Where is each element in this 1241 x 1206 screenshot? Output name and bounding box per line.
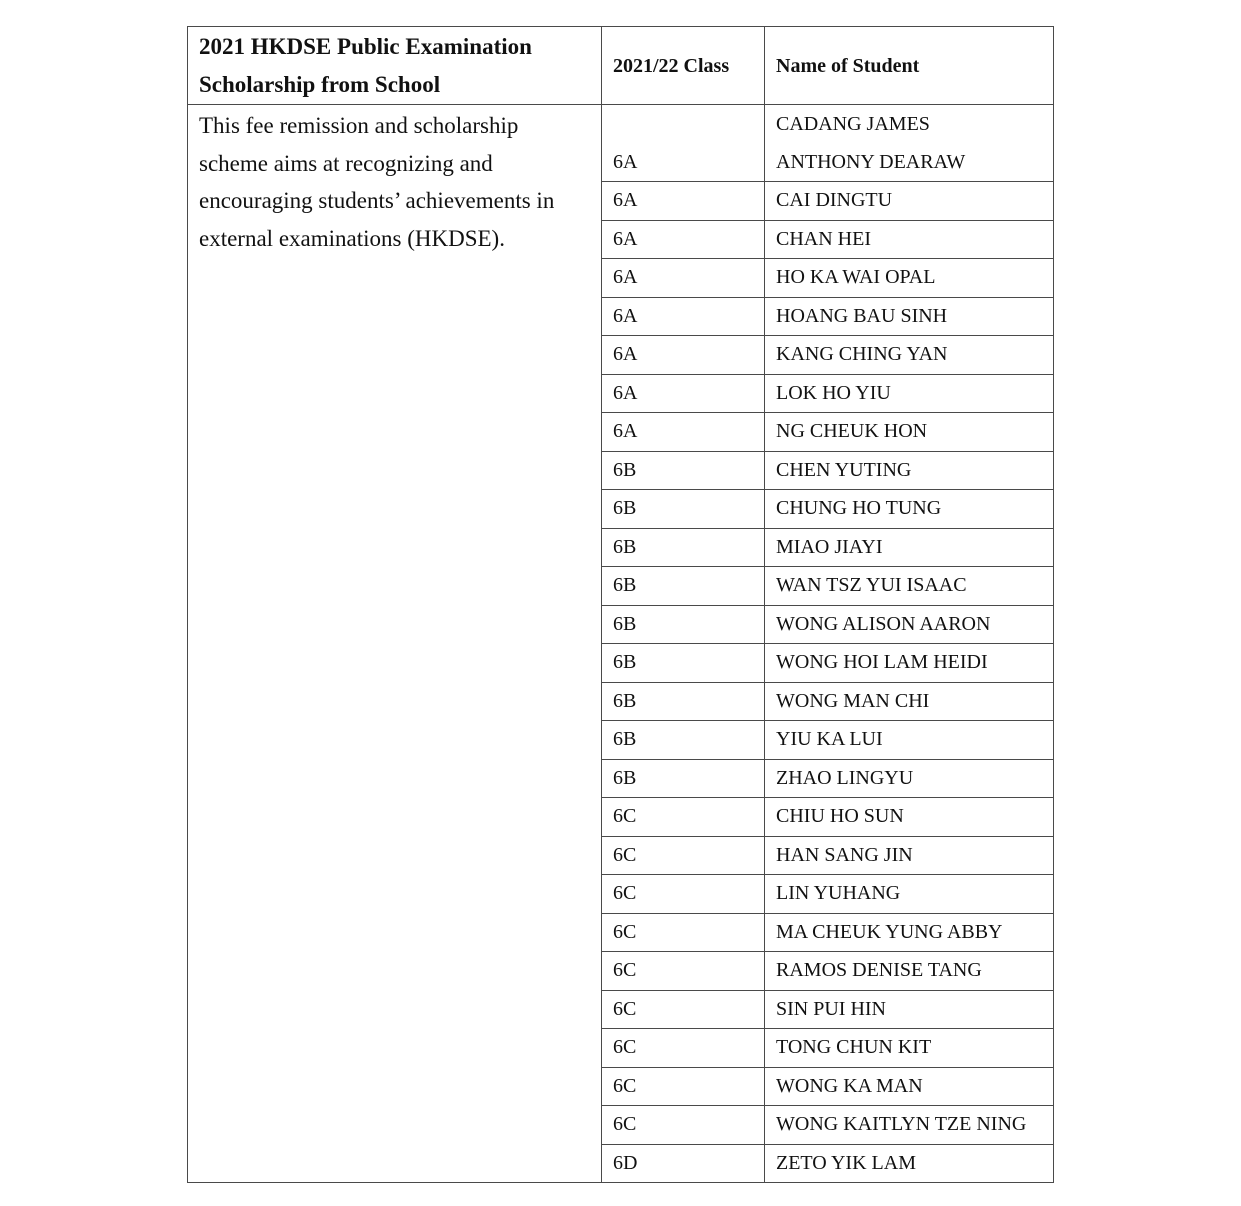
student-name-cell: KANG CHING YAN	[765, 336, 1054, 375]
class-cell: 6A	[602, 374, 765, 413]
class-cell: 6A	[602, 336, 765, 375]
class-cell: 6B	[602, 605, 765, 644]
name-header: Name of Student	[765, 27, 1054, 105]
class-cell: 6C	[602, 1029, 765, 1068]
student-name-cell: RAMOS DENISE TANG	[765, 952, 1054, 991]
class-cell: 6C	[602, 913, 765, 952]
class-cell: 6C	[602, 1067, 765, 1106]
class-cell: 6B	[602, 721, 765, 760]
class-cell: 6D	[602, 1144, 765, 1183]
student-name-cell: YIU KA LUI	[765, 721, 1054, 760]
student-name-cell: WAN TSZ YUI ISAAC	[765, 567, 1054, 606]
class-cell: 6A	[602, 413, 765, 452]
student-name-cell: CHIU HO SUN	[765, 798, 1054, 837]
student-name-cell: ZETO YIK LAM	[765, 1144, 1054, 1183]
student-name-cell: ZHAO LINGYU	[765, 759, 1054, 798]
class-cell: 6A	[602, 220, 765, 259]
student-name-cell: WONG MAN CHI	[765, 682, 1054, 721]
student-name-cell: LIN YUHANG	[765, 875, 1054, 914]
table-row	[188, 105, 1054, 182]
class-cell: 6C	[602, 1106, 765, 1145]
class-cell: 6C	[602, 990, 765, 1029]
header-row	[188, 27, 1054, 105]
class-cell: 6C	[602, 952, 765, 991]
student-name-cell: TONG CHUN KIT	[765, 1029, 1054, 1068]
student-name-cell: HAN SANG JIN	[765, 836, 1054, 875]
class-cell: 6A	[602, 182, 765, 221]
class-cell: 6B	[602, 528, 765, 567]
scholarship-table	[187, 26, 1054, 1183]
student-name-line-1: CADANG JAMES	[776, 113, 930, 135]
student-name-line-2: ANTHONY DEARAW	[776, 151, 966, 173]
student-name-cell: NG CHEUK HON	[765, 413, 1054, 452]
class-cell: 6C	[602, 798, 765, 837]
class-cell: 6B	[602, 759, 765, 798]
class-cell: 6A	[602, 297, 765, 336]
student-name-cell: CHEN YUTING	[765, 451, 1054, 490]
student-name-cell: WONG KAITLYN TZE NING	[765, 1106, 1054, 1145]
class-cell: 6A	[602, 105, 765, 182]
class-cell: 6B	[602, 644, 765, 683]
class-cell: 6B	[602, 451, 765, 490]
student-name-cell: MIAO JIAYI	[765, 528, 1054, 567]
student-name-cell: WONG KA MAN	[765, 1067, 1054, 1106]
student-name-cell: SIN PUI HIN	[765, 990, 1054, 1029]
student-name-cell: CHAN HEI	[765, 220, 1054, 259]
class-cell: 6B	[602, 682, 765, 721]
student-name-cell: LOK HO YIU	[765, 374, 1054, 413]
student-name-cell: MA CHEUK YUNG ABBY	[765, 913, 1054, 952]
student-name-cell: WONG ALISON AARON	[765, 605, 1054, 644]
class-header: 2021/22 Class	[602, 27, 765, 105]
class-cell: 6B	[602, 567, 765, 606]
class-cell: 6C	[602, 875, 765, 914]
student-name-cell: HO KA WAI OPAL	[765, 259, 1054, 298]
scholarship-description: This fee remission and scholarship scheme aims at recognizing and encouraging students’ achievements in external examinations (HKDSE).	[188, 105, 602, 1183]
class-cell: 6C	[602, 836, 765, 875]
class-cell: 6B	[602, 490, 765, 529]
student-name-cell	[765, 105, 1054, 182]
student-name-cell: CAI DINGTU	[765, 182, 1054, 221]
student-name-cell: HOANG BAU SINH	[765, 297, 1054, 336]
class-cell: 6A	[602, 259, 765, 298]
scholarship-header: 2021 HKDSE Public Examination Scholarship from School	[188, 27, 602, 105]
student-name-cell: CHUNG HO TUNG	[765, 490, 1054, 529]
student-name-cell: WONG HOI LAM HEIDI	[765, 644, 1054, 683]
